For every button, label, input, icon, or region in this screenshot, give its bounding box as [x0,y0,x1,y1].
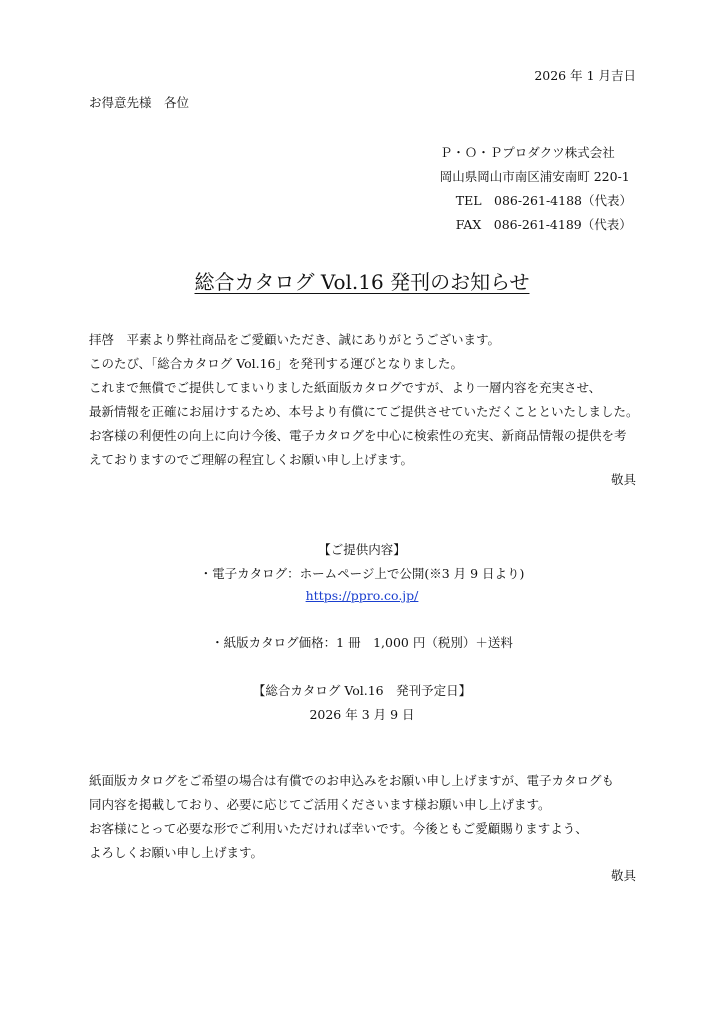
company-fax: FAX 086-261-4189（代表） [455,217,632,232]
sender-block [440,141,632,237]
company-address: 岡山県岡山市南区浦安南町 220-1 [439,169,630,184]
issue-date: 2026 年 1 月吉日 [534,68,636,83]
offer-heading: 【ご提供内容】 [318,542,406,557]
catalog-url-link[interactable]: https://ppro.co.jp/ [305,588,419,603]
closing-keigu-1: 敬具 [610,472,636,487]
body-line: 紙面版カタログをご希望の場合は有償でのお申込みをお願い申し上げますが、電子カタログも [89,773,615,788]
offer-paper-price: ・紙版カタログ価格：1 冊 1,000 円（税別）＋送料 [211,635,513,650]
offer-url-wrap [0,590,724,603]
body-line: このたび、「総合カタログ Vol.16」を発刊する運びとなりました。 [89,356,464,371]
body-line: 拝啓 平素より弊社商品をご愛顧いただき、誠にありがとうございます。 [89,332,501,347]
body-line: これまで無償でご提供してまいりました紙面版カタログですが、より一層内容を充実させ、 [89,380,602,395]
body-line: お客様の利便性の向上に向け今後、電子カタログを中心に検索性の充実、新商品情報の提供を考 [89,428,627,443]
body-line: えておりますのでご理解の程宜しくお願い申し上げます。 [89,452,414,467]
body-line: よろしくお願い申し上げます。 [89,845,264,860]
closing-keigu-2: 敬具 [610,868,636,883]
recipient: お得意先様 各位 [89,95,190,110]
body-line: 同内容を掲載しており、必要に応じてご活用くださいます様お願い申し上げます。 [89,797,551,812]
document-title-wrap [0,266,724,295]
body-paragraph-2 [89,769,614,865]
offer-electronic: ・電子カタログ：ホームページ上で公開(※3 月 9 日より) [199,566,525,581]
company-name: Ｐ・Ｏ・Ｐプロダクツ株式会社 [439,145,615,160]
body-paragraph-1 [89,328,639,472]
release-date: 2026 年 3 月 9 日 [309,707,415,722]
release-heading: 【総合カタログ Vol.16 発刊予定日】 [252,683,472,698]
company-tel: TEL 086-261-4188（代表） [455,193,632,208]
body-line: 最新情報を正確にお届けするため、本号より有償にてご提供させていただくことといたしました。 [89,404,639,419]
document-title: 総合カタログ Vol.16 発刊のお知らせ [194,270,530,294]
body-line: お客様にとって必要な形でご利用いただければ幸いです。今後ともご愛顧賜りますよう、 [89,821,588,836]
